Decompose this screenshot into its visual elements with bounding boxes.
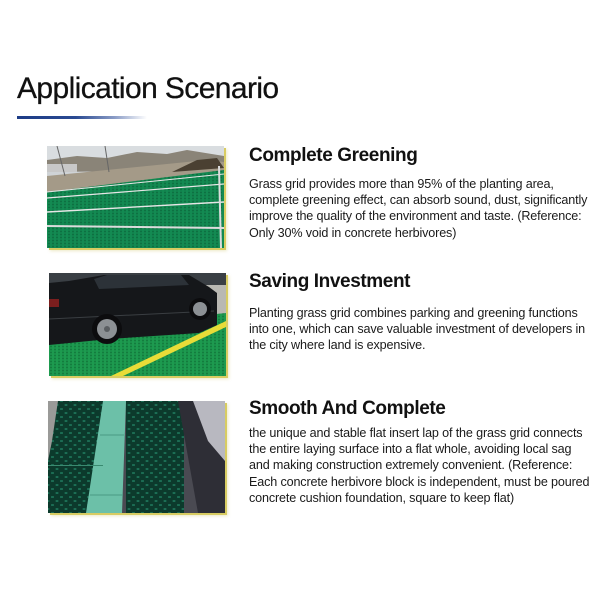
title-underline (17, 116, 147, 119)
section-heading: Saving Investment (249, 271, 411, 292)
page-title: Application Scenario (17, 72, 279, 105)
section-body: Planting grass grid combines parking and greening functions into one, which can save valuable investment of developers in the city where land is expensive. (249, 306, 585, 353)
saving-investment-image (49, 273, 226, 376)
smooth-and-complete-image (48, 401, 225, 513)
section-body: Grass grid provides more than 95% of the planting area, complete greening effect, can absorb sound, dust, significantly improve the quality of the environment and taste. (Reference: Only 30% void in concrete herbivores) (249, 177, 588, 240)
section-heading: Smooth And Complete (249, 398, 446, 419)
section-heading: Complete Greening (249, 145, 418, 166)
complete-greening-image (47, 146, 224, 248)
section-body: the unique and stable flat insert lap of the grass grid connects the entire laying surface into a flat whole, avoiding local sag and making construction extremely convenient. (Reference: Each concrete herbivore block is independent, must be poured concrete cushion foundation, square to keep flat) (249, 426, 590, 505)
